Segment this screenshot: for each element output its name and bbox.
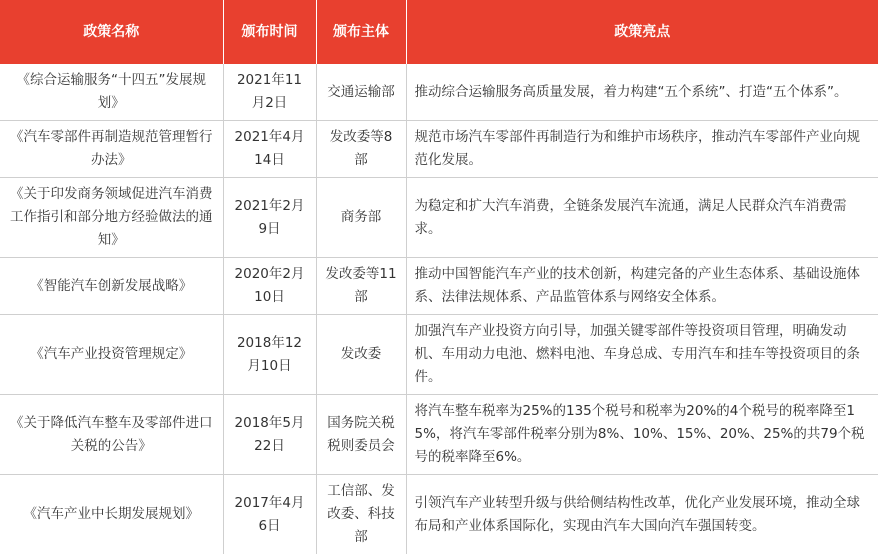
issuer-cell: 国务院关税税则委员会 bbox=[316, 395, 406, 475]
highlight-cell: 将汽车整车税率为25%的135个税号和税率为20%的4个税号的税率降至15%，将汽车零部件税率分别为8%、10%、15%、20%、25%的共79个税号的税率降至6%。 bbox=[406, 395, 878, 475]
table-row bbox=[0, 121, 878, 178]
issuer-cell: 发改委 bbox=[316, 315, 406, 395]
table-header bbox=[0, 0, 878, 64]
header-highlight: 政策亮点 bbox=[406, 0, 878, 64]
policy-name-cell: 《关于印发商务领域促进汽车消费工作指引和部分地方经验做法的通知》 bbox=[0, 178, 223, 258]
highlight-cell: 规范市场汽车零部件再制造行为和维护市场秩序，推动汽车零部件产业向规范化发展。 bbox=[406, 121, 878, 178]
highlight-cell: 推动综合运输服务高质量发展，着力构建“五个系统”、打造“五个体系”。 bbox=[406, 64, 878, 121]
table-row bbox=[0, 395, 878, 475]
issue-date-cell: 2021年2月9日 bbox=[223, 178, 316, 258]
header-row bbox=[0, 0, 878, 64]
issuer-cell: 发改委等8部 bbox=[316, 121, 406, 178]
header-policy-name: 政策名称 bbox=[0, 0, 223, 64]
issue-date-cell: 2017年4月6日 bbox=[223, 475, 316, 554]
policy-name-cell: 《汽车产业投资管理规定》 bbox=[0, 315, 223, 395]
highlight-cell: 推动中国智能汽车产业的技术创新，构建完备的产业生态体系、基础设施体系、法律法规体系、产品监管体系与网络安全体系。 bbox=[406, 258, 878, 315]
highlight-cell: 加强汽车产业投资方向引导，加强关键零部件等投资项目管理，明确发动机、车用动力电池、燃料电池、车身总成、专用汽车和挂车等投资项目的条件。 bbox=[406, 315, 878, 395]
highlight-cell: 为稳定和扩大汽车消费，全链条发展汽车流通，满足人民群众汽车消费需求。 bbox=[406, 178, 878, 258]
highlight-cell: 引领汽车产业转型升级与供给侧结构性改革，优化产业发展环境，推动全球布局和产业体系国际化，实现由汽车大国向汽车强国转变。 bbox=[406, 475, 878, 554]
table-row bbox=[0, 315, 878, 395]
issue-date-cell: 2018年5月22日 bbox=[223, 395, 316, 475]
issuer-cell: 商务部 bbox=[316, 178, 406, 258]
policy-name-cell: 《汽车零部件再制造规范管理暂行办法》 bbox=[0, 121, 223, 178]
issue-date-cell: 2018年12月10日 bbox=[223, 315, 316, 395]
header-issuer: 颁布主体 bbox=[316, 0, 406, 64]
issuer-cell: 交通运输部 bbox=[316, 64, 406, 121]
table-body bbox=[0, 64, 878, 554]
issue-date-cell: 2021年11月2日 bbox=[223, 64, 316, 121]
issue-date-cell: 2021年4月14日 bbox=[223, 121, 316, 178]
header-issue-date: 颁布时间 bbox=[223, 0, 316, 64]
table-row bbox=[0, 258, 878, 315]
policy-name-cell: 《智能汽车创新发展战略》 bbox=[0, 258, 223, 315]
issuer-cell: 发改委等11部 bbox=[316, 258, 406, 315]
table-row bbox=[0, 475, 878, 554]
table-row bbox=[0, 64, 878, 121]
policy-name-cell: 《关于降低汽车整车及零部件进口关税的公告》 bbox=[0, 395, 223, 475]
policy-name-cell: 《综合运输服务“十四五”发展规划》 bbox=[0, 64, 223, 121]
issue-date-cell: 2020年2月10日 bbox=[223, 258, 316, 315]
issuer-cell: 工信部、发改委、科技部 bbox=[316, 475, 406, 554]
table-row bbox=[0, 178, 878, 258]
policy-name-cell: 《汽车产业中长期发展规划》 bbox=[0, 475, 223, 554]
